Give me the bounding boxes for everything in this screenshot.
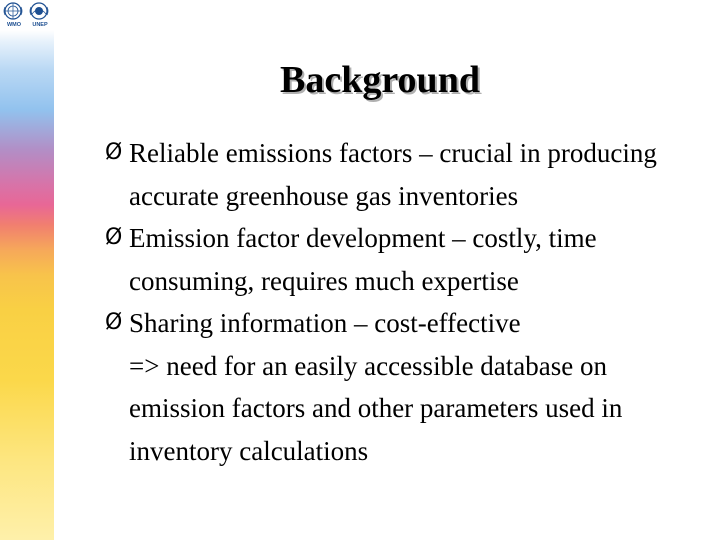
logo-group [2, 1, 54, 31]
unep-label: UNEP [32, 22, 48, 28]
unep-emblem-icon [28, 1, 50, 21]
bullet-item-2 [105, 217, 705, 302]
slide-title: Background [280, 59, 480, 101]
bullet-item-3 [105, 302, 705, 472]
arrow-bullet-icon: Ø [105, 310, 123, 335]
arrow-bullet-icon: Ø [105, 225, 123, 250]
bullet-continuation-text: => need for an easily accessible database on emission factors and other parameters used in inventory calculations [129, 350, 623, 466]
unep-logo [28, 1, 52, 31]
arrow-bullet-icon: Ø [105, 140, 123, 165]
bullet-list [105, 132, 705, 472]
bullet-text: Reliable emissions factors – crucial in producing accurate greenhouse gas inventories [129, 138, 657, 211]
bullet-text: Emission factor development – costly, time consuming, requires much expertise [129, 223, 597, 296]
bullet-text: Sharing information – cost-effective [129, 308, 521, 338]
bullet-item-1 [105, 132, 705, 217]
wmo-label: WMO [6, 22, 22, 28]
wmo-emblem-icon [2, 1, 24, 21]
wmo-logo [2, 1, 26, 31]
